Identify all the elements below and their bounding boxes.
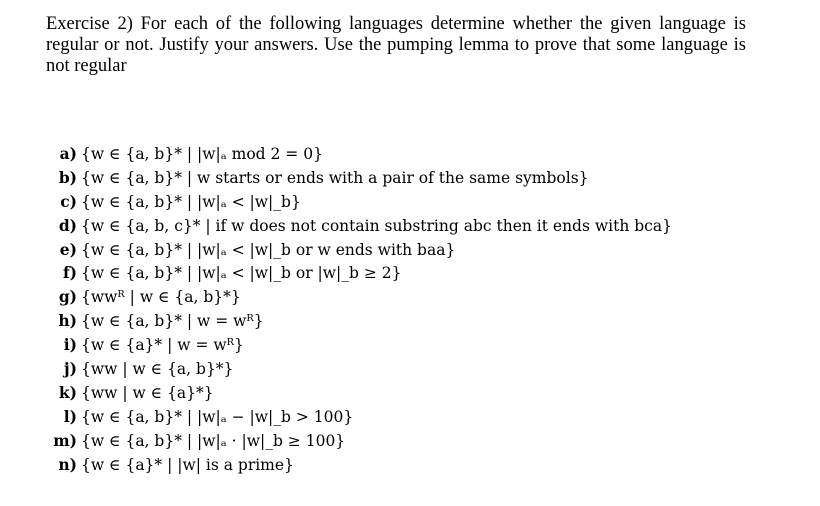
list-item bbox=[52, 429, 672, 453]
item-label: c) bbox=[60, 191, 77, 211]
list-item bbox=[52, 142, 672, 166]
list-item bbox=[52, 285, 672, 309]
exercise-intro: Exercise 2) For each of the following languages determine whether the given language is regular or not. Justify your answers. Use the pumping lemma to prove that some language is not regular bbox=[46, 14, 746, 76]
list-item bbox=[52, 190, 672, 214]
item-text: {ww | w ∈ {a}*} bbox=[81, 383, 214, 402]
language-list bbox=[52, 142, 672, 476]
item-label: e) bbox=[59, 239, 77, 259]
item-label: j) bbox=[64, 359, 77, 379]
item-text: {w ∈ {a, b}* | w starts or ends with a pair of the same symbols} bbox=[81, 168, 589, 187]
item-label: n) bbox=[58, 454, 77, 474]
item-text: {w ∈ {a}* | w = wᴿ} bbox=[81, 336, 244, 355]
item-text: {w ∈ {a, b}* | |w|ₐ < |w|_b} bbox=[81, 192, 301, 211]
list-item bbox=[52, 214, 672, 238]
item-label: d) bbox=[58, 215, 77, 235]
item-label: i) bbox=[63, 335, 77, 355]
item-text: {w ∈ {a, b}* | |w|ₐ · |w|_b ≥ 100} bbox=[81, 431, 346, 450]
list-item bbox=[52, 261, 672, 285]
list-item bbox=[52, 357, 672, 381]
item-text: {w ∈ {a}* | |w| is a prime} bbox=[81, 455, 294, 474]
item-text: {w ∈ {a, b}* | |w|ₐ mod 2 = 0} bbox=[81, 145, 323, 163]
item-text: {w ∈ {a, b}* | w = wᴿ} bbox=[81, 312, 264, 331]
item-label: g) bbox=[58, 287, 77, 307]
list-item bbox=[52, 166, 672, 190]
item-label: a) bbox=[59, 144, 77, 163]
item-text: {w ∈ {a, b}* | |w|ₐ − |w|_b > 100} bbox=[81, 407, 354, 426]
item-label: m) bbox=[53, 430, 77, 450]
item-label: k) bbox=[58, 382, 77, 402]
item-label: f) bbox=[62, 263, 77, 283]
list-item bbox=[52, 381, 672, 405]
list-item bbox=[52, 238, 672, 262]
item-label: l) bbox=[63, 406, 77, 426]
item-label: h) bbox=[58, 311, 77, 331]
list-item bbox=[52, 309, 672, 333]
list-item bbox=[52, 333, 672, 357]
item-text: {w ∈ {a, b, c}* | if w does not contain substring abc then it ends with bca} bbox=[81, 216, 672, 235]
item-text: {ww | w ∈ {a, b}*} bbox=[81, 360, 234, 379]
item-text: {wwᴿ | w ∈ {a, b}*} bbox=[81, 288, 241, 307]
item-text: {w ∈ {a, b}* | |w|ₐ < |w|_b or |w|_b ≥ 2} bbox=[81, 264, 402, 283]
item-label: b) bbox=[58, 167, 77, 187]
list-item bbox=[52, 453, 672, 477]
item-text: {w ∈ {a, b}* | |w|ₐ < |w|_b or w ends with baa} bbox=[81, 240, 456, 259]
list-item bbox=[52, 405, 672, 429]
